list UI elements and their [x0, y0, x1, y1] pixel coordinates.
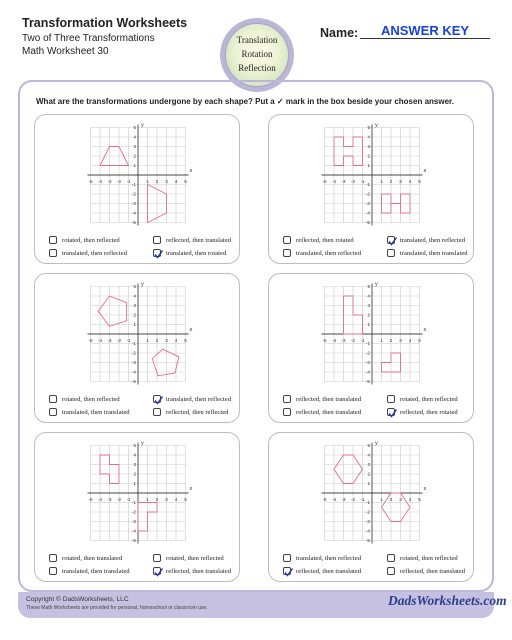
y-tick-label: 2: [367, 153, 370, 159]
y-tick-label: -5: [131, 538, 136, 544]
y-tick-label: 2: [367, 312, 370, 318]
answer-checkbox[interactable]: [153, 408, 161, 416]
y-axis-label: y: [375, 122, 378, 129]
answer-option[interactable]: [49, 236, 120, 244]
y-tick-label: -3: [365, 201, 370, 207]
x-tick-label: -3: [341, 497, 346, 502]
answer-checkbox[interactable]: [49, 554, 57, 562]
answer-checkbox[interactable]: [387, 554, 395, 562]
answer-option[interactable]: [153, 249, 226, 257]
y-tick-label: -4: [365, 528, 370, 534]
y-tick-label: 1: [367, 481, 370, 487]
answer-option-label: translated, then translated: [62, 408, 130, 416]
answer-checkbox[interactable]: [283, 408, 291, 416]
answer-checkbox[interactable]: [153, 236, 161, 244]
y-tick-label: -1: [131, 500, 136, 506]
x-tick-label: 4: [174, 497, 178, 502]
y-tick-label: 3: [133, 144, 136, 150]
coordinate-grid: [269, 115, 475, 233]
answer-option[interactable]: [49, 408, 130, 416]
y-tick-label: 1: [367, 163, 370, 169]
answer-option[interactable]: [153, 236, 231, 244]
answer-option-label: reflected, then translated: [296, 395, 361, 403]
answer-option[interactable]: [153, 395, 231, 403]
name-label: Name:: [320, 26, 359, 40]
y-tick-label: 2: [367, 471, 370, 477]
answer-checkbox[interactable]: [153, 554, 161, 562]
x-axis-label: x: [423, 327, 427, 333]
x-tick-label: -1: [360, 338, 365, 343]
y-tick-label: -4: [365, 210, 370, 216]
problem-card-2: [268, 114, 474, 264]
x-tick-label: -4: [97, 338, 103, 343]
answer-option-label: rotated, then reflected: [166, 554, 224, 562]
answer-checkbox[interactable]: [387, 249, 395, 257]
y-tick-label: -1: [365, 182, 370, 188]
y-tick-label: -3: [365, 519, 370, 525]
y-tick-label: -2: [365, 191, 370, 197]
answer-checkbox[interactable]: [387, 408, 395, 416]
footer-note: These Math Worksheets are provided for personal, homeschool or classroom use.: [26, 605, 208, 611]
original-shape: [334, 137, 363, 166]
y-tick-label: 4: [133, 452, 136, 458]
x-tick-label: -1: [360, 179, 365, 184]
x-tick-label: -3: [107, 179, 112, 184]
y-tick-label: -5: [131, 379, 136, 385]
badge-line-reflection: Reflection: [238, 63, 276, 73]
x-tick-label: -1: [126, 179, 131, 184]
answer-checkbox[interactable]: [49, 408, 57, 416]
y-tick-label: -3: [131, 519, 136, 525]
original-shape: [98, 296, 127, 326]
y-tick-label: -2: [365, 350, 370, 356]
y-tick-label: 1: [133, 163, 136, 169]
x-tick-label: -4: [331, 179, 337, 184]
x-tick-label: 3: [399, 179, 402, 184]
x-tick-label: 2: [155, 338, 159, 343]
y-tick-label: -2: [365, 509, 370, 515]
y-tick-label: -5: [365, 538, 370, 544]
coordinate-grid: [35, 115, 241, 233]
answer-checkbox[interactable]: [283, 236, 291, 244]
answer-option[interactable]: [153, 408, 228, 416]
y-tick-label: 4: [367, 293, 370, 299]
answer-option-label: reflected, then translated: [166, 236, 231, 244]
answer-option[interactable]: [49, 395, 120, 403]
y-tick-label: -3: [131, 360, 136, 366]
answer-option-label: reflected, then translated: [296, 408, 361, 416]
answer-checkbox[interactable]: [283, 554, 291, 562]
footer-logo: DadsWorksheets.com: [388, 593, 507, 608]
y-tick-label: 1: [367, 322, 370, 328]
x-tick-label: -1: [126, 338, 131, 343]
y-tick-label: -4: [131, 210, 136, 216]
answer-option-label: rotated, then reflected: [62, 236, 120, 244]
answer-option-label: translated, then reflected: [62, 249, 127, 257]
problem-card-5: [34, 432, 240, 582]
worksheet-number: Math Worksheet 30: [22, 46, 109, 57]
coordinate-grid: [269, 433, 475, 551]
checkmark-icon: [153, 567, 164, 578]
y-tick-label: 1: [133, 322, 136, 328]
y-tick-label: 4: [133, 134, 136, 140]
coordinate-grid: [35, 433, 241, 551]
answer-option[interactable]: [387, 249, 468, 257]
x-tick-label: 4: [174, 179, 178, 184]
x-tick-label: -4: [97, 497, 103, 502]
y-tick-label: 3: [367, 144, 370, 150]
x-tick-label: -2: [350, 338, 356, 343]
x-tick-label: 4: [408, 338, 412, 343]
name-field[interactable]: ANSWER KEY: [380, 23, 470, 38]
answer-option-label: reflected, then reflected: [166, 408, 229, 416]
y-tick-label: 3: [133, 462, 136, 468]
x-tick-label: 2: [389, 179, 393, 184]
y-tick-label: -4: [131, 369, 136, 375]
answer-option-label: reflected, then rotated: [400, 408, 458, 416]
x-tick-label: 2: [155, 179, 159, 184]
y-tick-label: 4: [367, 134, 370, 140]
answer-checkbox[interactable]: [153, 395, 161, 403]
answer-checkbox[interactable]: [283, 249, 291, 257]
answer-option[interactable]: [49, 567, 130, 575]
x-tick-label: -2: [350, 179, 356, 184]
x-tick-label: -2: [116, 497, 122, 502]
transformed-shape: [382, 493, 411, 522]
x-tick-label: 4: [408, 179, 412, 184]
problem-card-3: [34, 273, 240, 423]
checkmark-icon: [387, 236, 398, 247]
answer-option-label: translated, then reflected: [400, 236, 465, 244]
x-axis-label: x: [423, 486, 427, 492]
answer-option-label: reflected, then translated: [296, 567, 361, 575]
y-tick-label: -5: [131, 220, 136, 226]
x-tick-label: 5: [418, 338, 421, 343]
answer-option-label: rotated, then reflected: [400, 395, 458, 403]
answer-option-label: translated, then reflected: [296, 554, 361, 562]
answer-checkbox[interactable]: [49, 236, 57, 244]
x-tick-label: 2: [389, 497, 393, 502]
y-tick-label: 3: [367, 303, 370, 309]
x-tick-label: 4: [408, 497, 412, 502]
problem-card-1: [34, 114, 240, 264]
answer-option[interactable]: [387, 236, 465, 244]
y-tick-label: -2: [131, 350, 136, 356]
x-tick-label: -5: [322, 497, 327, 502]
answer-option[interactable]: [153, 554, 224, 562]
answer-option-label: translated, then reflected: [166, 395, 231, 403]
answer-checkbox[interactable]: [283, 395, 291, 403]
x-tick-label: -2: [116, 338, 122, 343]
y-tick-label: -5: [365, 220, 370, 226]
y-tick-label: 2: [133, 471, 136, 477]
answer-checkbox[interactable]: [153, 567, 161, 575]
problem-card-4: [268, 273, 474, 423]
y-tick-label: -5: [365, 379, 370, 385]
x-tick-label: -1: [126, 497, 131, 502]
x-tick-label: -5: [88, 497, 93, 502]
x-tick-label: -3: [341, 338, 346, 343]
y-tick-label: 5: [133, 125, 136, 131]
y-tick-label: 4: [133, 293, 136, 299]
x-tick-label: 5: [418, 497, 421, 502]
x-tick-label: -3: [341, 179, 346, 184]
x-tick-label: 1: [380, 497, 383, 502]
y-tick-label: -1: [365, 500, 370, 506]
x-tick-label: 4: [174, 338, 178, 343]
y-axis-label: y: [141, 281, 144, 288]
y-tick-label: -1: [131, 341, 136, 347]
checkmark-icon: [387, 408, 398, 419]
x-tick-label: -2: [350, 497, 356, 502]
y-tick-label: 5: [367, 284, 370, 290]
coordinate-grid: [269, 274, 475, 392]
x-axis-label: x: [189, 168, 193, 174]
answer-option[interactable]: [283, 395, 361, 403]
y-axis-label: y: [375, 440, 378, 447]
x-tick-label: 5: [418, 179, 421, 184]
x-tick-label: -5: [88, 338, 93, 343]
x-axis-label: x: [189, 327, 193, 333]
x-tick-label: -2: [116, 179, 122, 184]
x-tick-label: -4: [331, 338, 337, 343]
answer-option-label: translated, then translated: [62, 567, 130, 575]
y-tick-label: 2: [133, 153, 136, 159]
y-tick-label: 2: [133, 312, 136, 318]
x-tick-label: -3: [107, 497, 112, 502]
worksheet-subtitle: Two of Three Transformations: [22, 33, 155, 44]
answer-checkbox[interactable]: [49, 567, 57, 575]
checkmark-icon: [153, 395, 164, 406]
x-tick-label: 1: [146, 338, 149, 343]
badge-line-rotation: Rotation: [241, 49, 273, 59]
answer-option[interactable]: [387, 408, 458, 416]
x-tick-label: 5: [184, 179, 187, 184]
answer-option-label: rotated, then reflected: [62, 395, 120, 403]
instructions: What are the transformations undergone by each shape? Put a ✓ mark in the box beside your chosen answer.: [36, 97, 454, 106]
answer-option[interactable]: [387, 554, 458, 562]
x-axis-label: x: [189, 486, 193, 492]
x-tick-label: 3: [399, 497, 402, 502]
y-tick-label: 3: [133, 303, 136, 309]
coordinate-grid: [35, 274, 241, 392]
y-tick-label: 3: [367, 462, 370, 468]
original-shape: [334, 455, 363, 484]
x-tick-label: -1: [360, 497, 365, 502]
checkmark-icon: [283, 567, 294, 578]
answer-option[interactable]: [49, 554, 122, 562]
x-tick-label: 1: [380, 338, 383, 343]
answer-option-label: reflected, then translated: [166, 567, 231, 575]
x-tick-label: -4: [97, 179, 103, 184]
answer-option-label: reflected, then translated: [400, 567, 465, 575]
checkmark-icon: [153, 249, 164, 260]
y-tick-label: 5: [133, 443, 136, 449]
y-tick-label: -2: [131, 191, 136, 197]
y-axis-label: y: [141, 122, 144, 129]
x-tick-label: -3: [107, 338, 112, 343]
answer-checkbox[interactable]: [387, 567, 395, 575]
y-tick-label: 5: [367, 443, 370, 449]
answer-checkbox[interactable]: [387, 395, 395, 403]
badge-line-translation: Translation: [236, 35, 278, 45]
x-tick-label: -5: [322, 338, 327, 343]
answer-option-label: reflected, then rotated: [296, 236, 354, 244]
y-axis-label: y: [141, 440, 144, 447]
answer-option-label: rotated, then translated: [62, 554, 123, 562]
answer-checkbox[interactable]: [283, 567, 291, 575]
name-underline: [360, 38, 490, 39]
x-tick-label: 3: [165, 179, 168, 184]
x-tick-label: 3: [165, 338, 168, 343]
y-tick-label: -1: [131, 182, 136, 188]
answer-option-label: translated, then rotated: [166, 249, 227, 257]
y-tick-label: -3: [131, 201, 136, 207]
answer-option[interactable]: [49, 249, 127, 257]
y-tick-label: -4: [365, 369, 370, 375]
x-tick-label: 1: [380, 179, 383, 184]
answer-option-label: translated, then reflected: [296, 249, 361, 257]
x-tick-label: 2: [155, 497, 159, 502]
y-tick-label: 4: [367, 452, 370, 458]
answer-option[interactable]: [283, 408, 361, 416]
answer-checkbox[interactable]: [49, 395, 57, 403]
x-tick-label: 5: [184, 497, 187, 502]
problem-card-6: [268, 432, 474, 582]
y-tick-label: 1: [133, 481, 136, 487]
y-tick-label: -4: [131, 528, 136, 534]
x-axis-label: x: [423, 168, 427, 174]
x-tick-label: -5: [88, 179, 93, 184]
x-tick-label: 2: [389, 338, 393, 343]
answer-option[interactable]: [283, 249, 361, 257]
y-tick-label: 5: [133, 284, 136, 290]
x-tick-label: 1: [146, 497, 149, 502]
y-tick-label: -1: [365, 341, 370, 347]
answer-checkbox[interactable]: [387, 236, 395, 244]
answer-option[interactable]: [283, 236, 354, 244]
x-tick-label: 3: [399, 338, 402, 343]
answer-option[interactable]: [283, 567, 361, 575]
answer-option-label: translated, then translated: [400, 249, 468, 257]
x-tick-label: 3: [165, 497, 168, 502]
answer-checkbox[interactable]: [49, 249, 57, 257]
x-tick-label: 1: [146, 179, 149, 184]
answer-option[interactable]: [283, 554, 361, 562]
x-tick-label: -4: [331, 497, 337, 502]
x-tick-label: -5: [322, 179, 327, 184]
y-axis-label: y: [375, 281, 378, 288]
y-tick-label: -3: [365, 360, 370, 366]
y-tick-label: -2: [131, 509, 136, 515]
worksheet-title: Transformation Worksheets: [22, 16, 188, 30]
answer-checkbox[interactable]: [153, 249, 161, 257]
footer-copyright: Copyright © DadsWorksheets, LLC: [26, 596, 129, 603]
answer-option-label: rotated, then reflected: [400, 554, 458, 562]
answer-option[interactable]: [387, 395, 458, 403]
y-tick-label: 5: [367, 125, 370, 131]
answer-option[interactable]: [153, 567, 231, 575]
answer-option[interactable]: [387, 567, 465, 575]
x-tick-label: 5: [184, 338, 187, 343]
